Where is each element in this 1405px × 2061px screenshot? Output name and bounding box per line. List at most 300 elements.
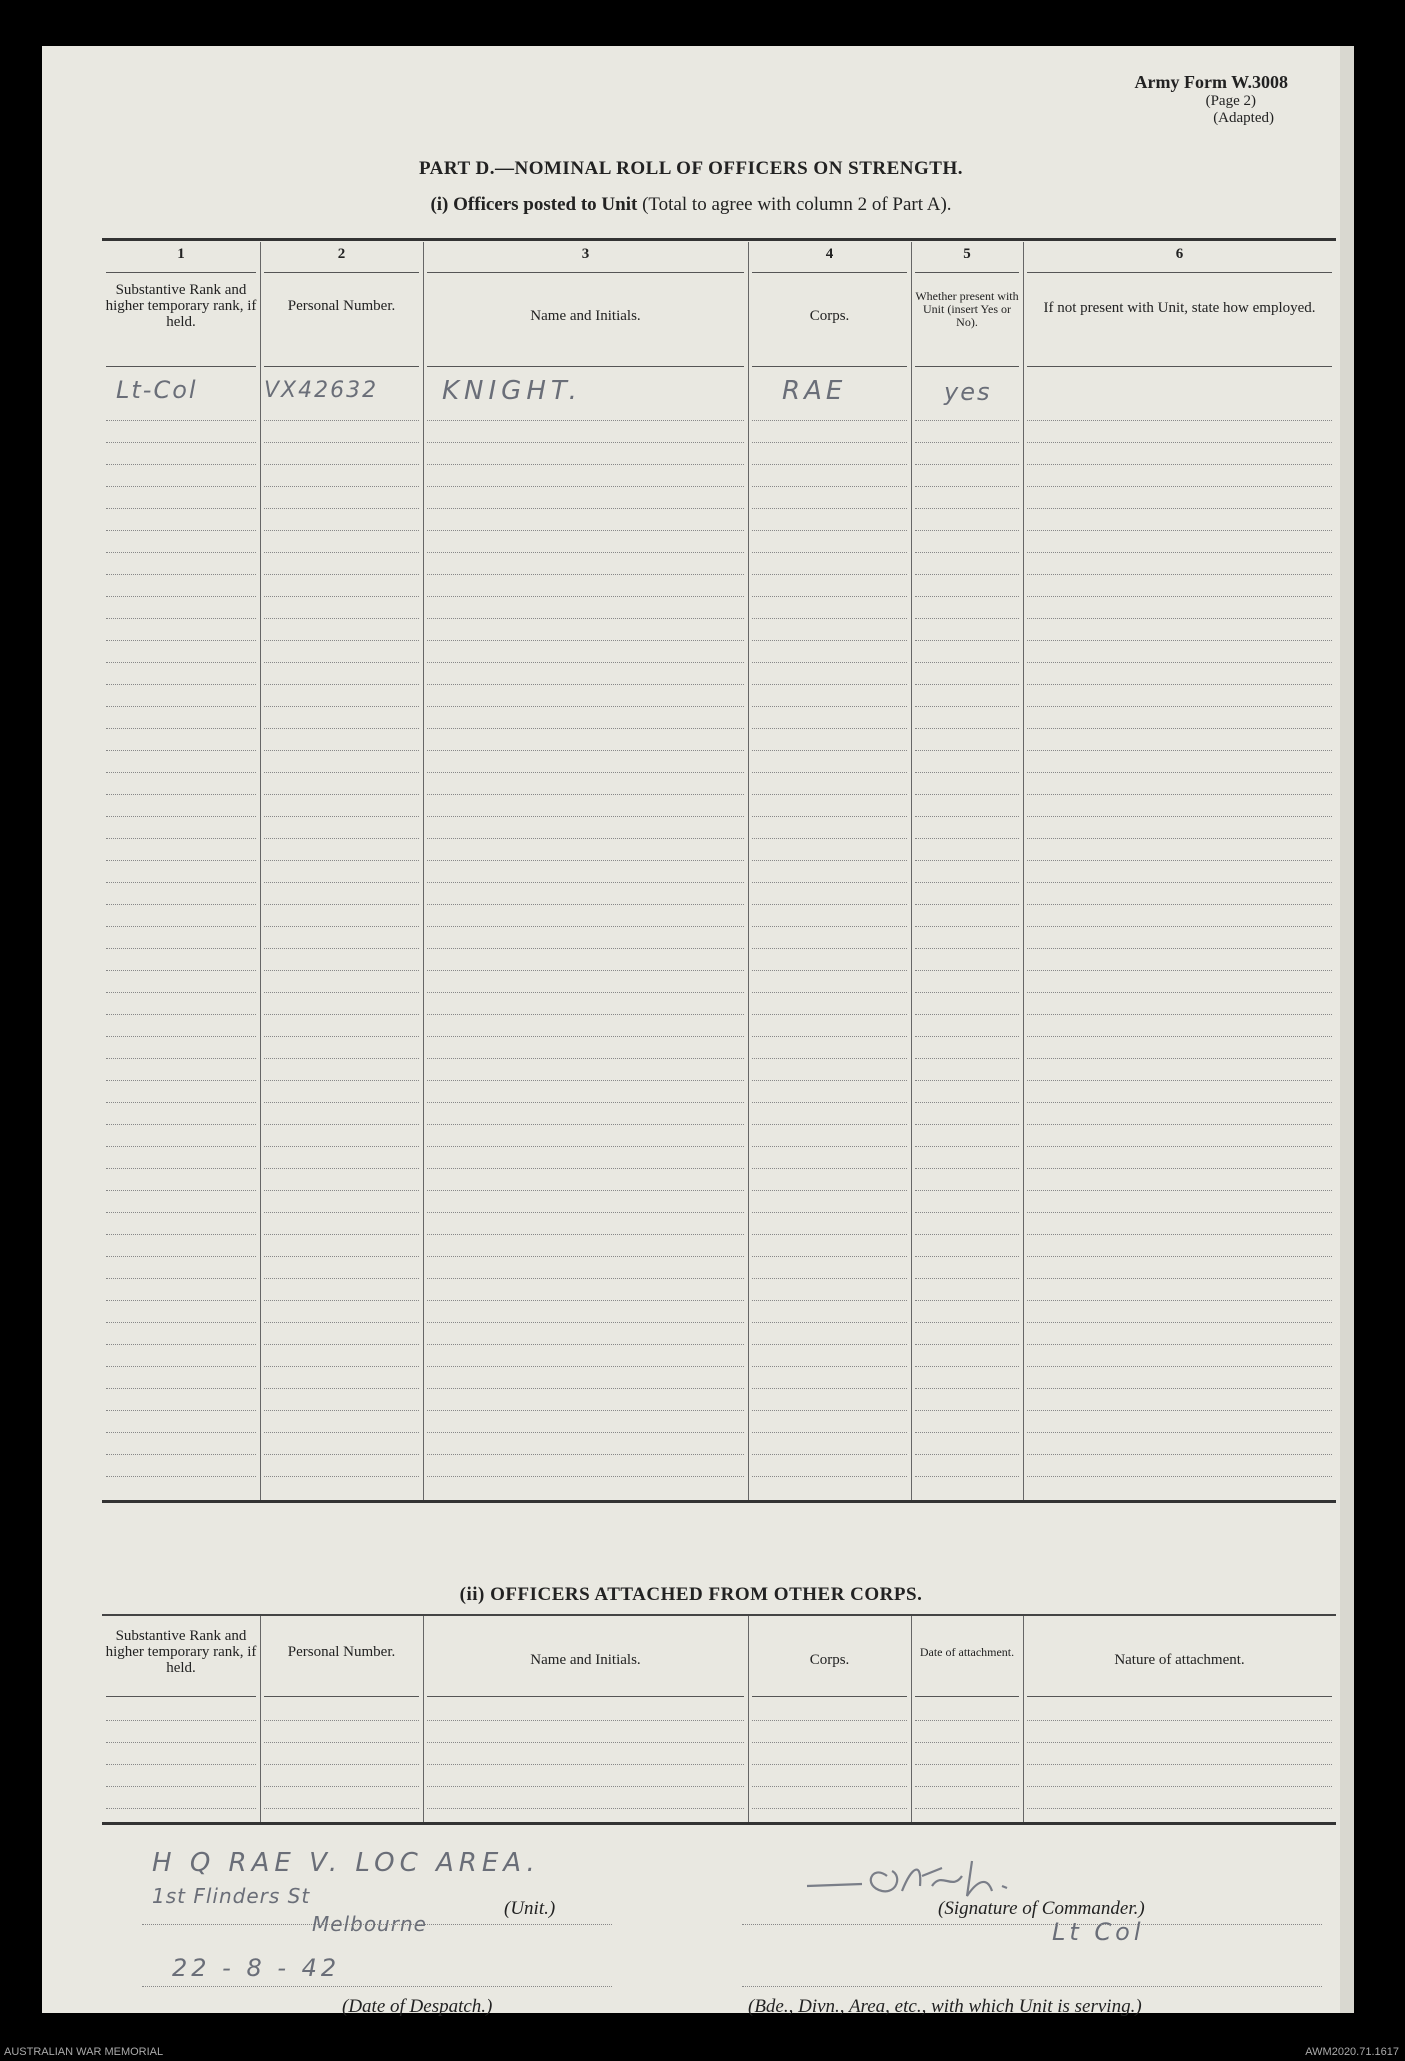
- ruled-line: [752, 464, 907, 465]
- ruled-line: [264, 640, 419, 641]
- ruled-line: [264, 1410, 419, 1411]
- ruled-line: [915, 508, 1019, 509]
- ruled-line: [752, 1300, 907, 1301]
- ruled-line: [106, 442, 256, 443]
- ruled-line: [264, 882, 419, 883]
- ruled-line: [427, 992, 744, 993]
- ruled-line: [915, 926, 1019, 927]
- ruled-line: [106, 816, 256, 817]
- ruled-line: [427, 1080, 744, 1081]
- ruled-line: [106, 1344, 256, 1345]
- s2-header-bottom-rule: [915, 1696, 1019, 1697]
- signature-label: (Signature of Commander.): [938, 1898, 1145, 1919]
- form-page: (Page 2): [1205, 93, 1256, 109]
- col-number-5: 5: [963, 246, 971, 262]
- ruled-line: [1027, 1742, 1332, 1743]
- despatch-date-handwriting: 22 - 8 - 42: [172, 1954, 341, 1982]
- table2-col-divider: [911, 1616, 912, 1824]
- ruled-line: [915, 1388, 1019, 1389]
- ruled-line: [106, 1366, 256, 1367]
- section2-top-rule: [102, 1614, 1336, 1616]
- col-number-6: 6: [1175, 246, 1184, 262]
- ruled-line: [915, 420, 1019, 421]
- ruled-line: [915, 992, 1019, 993]
- ruled-line: [752, 662, 907, 663]
- header-rule: [427, 272, 744, 273]
- ruled-line: [427, 728, 744, 729]
- ruled-line: [264, 442, 419, 443]
- ruled-line: [752, 816, 907, 817]
- ruled-line: [1027, 442, 1332, 443]
- archive-credit: AUSTRALIAN WAR MEMORIAL: [4, 2046, 164, 2058]
- ruled-line: [752, 772, 907, 773]
- ruled-line: [264, 1366, 419, 1367]
- s2-header-bottom-rule: [752, 1696, 907, 1697]
- ruled-line: [106, 1168, 256, 1169]
- ruled-line: [427, 1476, 744, 1477]
- ruled-line: [427, 640, 744, 641]
- ruled-line: [1027, 904, 1332, 905]
- ruled-line: [915, 1278, 1019, 1279]
- ruled-line: [427, 1168, 744, 1169]
- ruled-line: [752, 882, 907, 883]
- ruled-line: [915, 1720, 1019, 1721]
- ruled-line: [915, 1344, 1019, 1345]
- ruled-line: [106, 1278, 256, 1279]
- ruled-line: [915, 1808, 1019, 1809]
- ruled-line: [264, 552, 419, 553]
- ruled-line: [427, 1212, 744, 1213]
- ruled-line: [1027, 508, 1332, 509]
- ruled-line: [427, 486, 744, 487]
- ruled-line: [915, 464, 1019, 465]
- ruled-line: [427, 1808, 744, 1809]
- ruled-line: [106, 926, 256, 927]
- ruled-line: [915, 1014, 1019, 1015]
- s2-header-personal-number: Personal Number.: [287, 1644, 396, 1660]
- ruled-line: [1027, 750, 1332, 751]
- ruled-line: [427, 1764, 744, 1765]
- ruled-line: [264, 1476, 419, 1477]
- ruled-line: [1027, 1036, 1332, 1037]
- ruled-line: [427, 1344, 744, 1345]
- ruled-line: [915, 838, 1019, 839]
- ruled-line: [427, 1124, 744, 1125]
- ruled-line: [752, 508, 907, 509]
- ruled-line: [106, 574, 256, 575]
- ruled-line: [752, 1410, 907, 1411]
- subtitle-bold: (i) Officers posted to Unit: [430, 194, 638, 215]
- ruled-line: [427, 860, 744, 861]
- ruled-line: [264, 772, 419, 773]
- ruled-line: [427, 772, 744, 773]
- ruled-line: [915, 904, 1019, 905]
- ruled-line: [106, 728, 256, 729]
- ruled-line: [1027, 1190, 1332, 1191]
- ruled-line: [264, 1036, 419, 1037]
- ruled-line: [752, 1432, 907, 1433]
- ruled-line: [427, 596, 744, 597]
- ruled-line: [106, 948, 256, 949]
- table1-bottom-rule: [102, 1500, 1336, 1503]
- s2-header-corps: Corps.: [809, 1652, 850, 1668]
- ruled-line: [1027, 662, 1332, 663]
- signature-rank-handwriting: Lt Col: [1052, 1918, 1145, 1946]
- ruled-line: [915, 486, 1019, 487]
- ruled-line: [264, 1058, 419, 1059]
- ruled-line: [106, 1432, 256, 1433]
- despatch-label: (Date of Despatch.): [342, 1996, 493, 2017]
- ruled-line: [106, 794, 256, 795]
- s2-header-bottom-rule: [427, 1696, 744, 1697]
- ruled-line: [264, 1432, 419, 1433]
- ruled-line: [752, 750, 907, 751]
- ruled-line: [1027, 552, 1332, 553]
- archive-reference: AWM2020.71.1617: [1305, 2046, 1399, 2058]
- form-number: Army Form W.3008: [1134, 72, 1288, 92]
- ruled-line: [752, 596, 907, 597]
- ruled-line: [1027, 882, 1332, 883]
- section2-title: (ii) OFFICERS ATTACHED FROM OTHER CORPS.: [459, 1584, 923, 1605]
- ruled-line: [427, 1366, 744, 1367]
- form-sheet: [42, 46, 1340, 2017]
- ruled-line: [106, 420, 256, 421]
- despatch-line: [142, 1986, 612, 1987]
- ruled-line: [264, 1234, 419, 1235]
- ruled-line: [106, 1212, 256, 1213]
- ruled-line: [752, 1454, 907, 1455]
- ruled-line: [264, 1344, 419, 1345]
- ruled-line: [915, 1168, 1019, 1169]
- table2-col-divider: [1023, 1616, 1024, 1824]
- col-number-3: 3: [581, 246, 590, 262]
- ruled-line: [1027, 1432, 1332, 1433]
- ruled-line: [915, 640, 1019, 641]
- ruled-line: [106, 1014, 256, 1015]
- s2-header-bottom-rule: [264, 1696, 419, 1697]
- ruled-line: [427, 816, 744, 817]
- ruled-line: [264, 618, 419, 619]
- ruled-line: [427, 970, 744, 971]
- ruled-line: [752, 1764, 907, 1765]
- ruled-line: [106, 684, 256, 685]
- ruled-line: [1027, 1476, 1332, 1477]
- ruled-line: [264, 1808, 419, 1809]
- ruled-line: [106, 1410, 256, 1411]
- ruled-line: [106, 1300, 256, 1301]
- ruled-line: [264, 574, 419, 575]
- ruled-line: [264, 486, 419, 487]
- unit-handwriting: H Q RAE V. LOC AREA.: [152, 1848, 540, 1878]
- ruled-line: [427, 794, 744, 795]
- ruled-line: [264, 1168, 419, 1169]
- ruled-line: [1027, 1322, 1332, 1323]
- ruled-line: [752, 530, 907, 531]
- ruled-line: [752, 486, 907, 487]
- ruled-line: [752, 1388, 907, 1389]
- ruled-line: [106, 1146, 256, 1147]
- ruled-line: [427, 948, 744, 949]
- ruled-line: [427, 662, 744, 663]
- ruled-line: [106, 750, 256, 751]
- ruled-line: [1027, 1808, 1332, 1809]
- ruled-line: [106, 1322, 256, 1323]
- ruled-line: [915, 750, 1019, 751]
- ruled-line: [915, 552, 1019, 553]
- ruled-line: [106, 1124, 256, 1125]
- ruled-line: [427, 442, 744, 443]
- ruled-line: [264, 662, 419, 663]
- ruled-line: [264, 1764, 419, 1765]
- ruled-line: [752, 1808, 907, 1809]
- ruled-line: [915, 662, 1019, 663]
- ruled-line: [752, 904, 907, 905]
- entry-corps: RAE: [782, 376, 847, 406]
- ruled-line: [915, 882, 1019, 883]
- ruled-line: [752, 442, 907, 443]
- ruled-line: [264, 948, 419, 949]
- ruled-line: [915, 948, 1019, 949]
- ruled-line: [427, 574, 744, 575]
- ruled-line: [1027, 1764, 1332, 1765]
- ruled-line: [427, 1432, 744, 1433]
- ruled-line: [1027, 970, 1332, 971]
- ruled-line: [1027, 1278, 1332, 1279]
- ruled-line: [427, 1036, 744, 1037]
- ruled-line: [752, 552, 907, 553]
- ruled-line: [1027, 1058, 1332, 1059]
- ruled-line: [752, 1476, 907, 1477]
- ruled-line: [106, 1476, 256, 1477]
- ruled-line: [427, 838, 744, 839]
- ruled-line: [752, 618, 907, 619]
- ruled-line: [427, 1410, 744, 1411]
- ruled-line: [106, 1234, 256, 1235]
- ruled-line: [264, 860, 419, 861]
- ruled-line: [1027, 794, 1332, 795]
- ruled-line: [427, 1146, 744, 1147]
- ruled-line: [752, 1212, 907, 1213]
- ruled-line: [264, 464, 419, 465]
- ruled-line: [1027, 1014, 1332, 1015]
- ruled-line: [915, 772, 1019, 773]
- ruled-line: [264, 992, 419, 993]
- ruled-line: [427, 1014, 744, 1015]
- ruled-line: [752, 640, 907, 641]
- ruled-line: [752, 838, 907, 839]
- ruled-line: [106, 772, 256, 773]
- ruled-line: [427, 1058, 744, 1059]
- table1-col-divider: [1023, 242, 1024, 1502]
- ruled-line: [1027, 574, 1332, 575]
- ruled-line: [915, 1036, 1019, 1037]
- ruled-line: [106, 1720, 256, 1721]
- s2-header-name: Name and Initials.: [530, 1652, 641, 1668]
- ruled-line: [915, 794, 1019, 795]
- bde-label: (Bde., Divn., Area, etc., with which Unit is serving.): [748, 1996, 1142, 2017]
- ruled-line: [752, 1014, 907, 1015]
- s2-header-bottom-rule: [1027, 1696, 1332, 1697]
- signature-line: [742, 1924, 1322, 1925]
- ruled-line: [264, 1256, 419, 1257]
- header-rule: [264, 272, 419, 273]
- unit-label: (Unit.): [504, 1898, 556, 1919]
- ruled-line: [427, 552, 744, 553]
- ruled-line: [752, 926, 907, 927]
- ruled-line: [106, 904, 256, 905]
- ruled-line: [264, 596, 419, 597]
- header-present: Whether present with Unit (insert Yes or No).: [915, 289, 1019, 329]
- ruled-line: [264, 1190, 419, 1191]
- table1-col-divider: [748, 242, 749, 1502]
- table2-col-divider: [748, 1616, 749, 1824]
- ruled-line: [915, 684, 1019, 685]
- ruled-line: [264, 1278, 419, 1279]
- ruled-line: [106, 464, 256, 465]
- ruled-line: [752, 1278, 907, 1279]
- ruled-line: [915, 1742, 1019, 1743]
- ruled-line: [915, 1234, 1019, 1235]
- header-rule: [106, 272, 256, 273]
- s2-header-bottom-rule: [106, 1696, 256, 1697]
- ruled-line: [106, 1808, 256, 1809]
- ruled-line: [1027, 420, 1332, 421]
- ruled-line: [752, 992, 907, 993]
- ruled-line: [427, 530, 744, 531]
- ruled-line: [427, 750, 744, 751]
- header-personal-number: Personal Number.: [287, 298, 396, 314]
- entry-number: VX42632: [264, 378, 379, 403]
- ruled-line: [106, 486, 256, 487]
- ruled-line: [1027, 926, 1332, 927]
- ruled-line: [264, 1146, 419, 1147]
- ruled-line: [1027, 992, 1332, 993]
- ruled-line: [427, 1190, 744, 1191]
- ruled-line: [915, 1190, 1019, 1191]
- ruled-line: [1027, 816, 1332, 817]
- ruled-line: [752, 1102, 907, 1103]
- ruled-line: [915, 970, 1019, 971]
- ruled-line: [1027, 618, 1332, 619]
- ruled-line: [264, 970, 419, 971]
- ruled-line: [427, 1454, 744, 1455]
- entry-name: KNIGHT.: [442, 376, 582, 406]
- ruled-line: [264, 1014, 419, 1015]
- ruled-line: [106, 1742, 256, 1743]
- ruled-line: [106, 618, 256, 619]
- ruled-line: [264, 926, 419, 927]
- part-d-subtitle: [42, 194, 1340, 216]
- ruled-line: [752, 706, 907, 707]
- ruled-line: [427, 684, 744, 685]
- ruled-line: [752, 1124, 907, 1125]
- ruled-line: [427, 420, 744, 421]
- ruled-line: [264, 508, 419, 509]
- ruled-line: [915, 1432, 1019, 1433]
- ruled-line: [264, 838, 419, 839]
- ruled-line: [264, 706, 419, 707]
- ruled-line: [752, 728, 907, 729]
- ruled-line: [427, 1388, 744, 1389]
- ruled-line: [1027, 706, 1332, 707]
- ruled-line: [106, 706, 256, 707]
- bde-line: [742, 1986, 1322, 1987]
- ruled-line: [427, 618, 744, 619]
- ruled-line: [752, 1168, 907, 1169]
- ruled-line: [752, 1146, 907, 1147]
- ruled-line: [264, 684, 419, 685]
- ruled-line: [915, 1102, 1019, 1103]
- ruled-line: [915, 1080, 1019, 1081]
- table2-col-divider: [423, 1616, 424, 1824]
- ruled-line: [264, 420, 419, 421]
- ruled-line: [752, 684, 907, 685]
- ruled-line: [427, 508, 744, 509]
- ruled-line: [915, 574, 1019, 575]
- entry-present: yes: [944, 378, 992, 406]
- ruled-line: [264, 1212, 419, 1213]
- ruled-line: [752, 948, 907, 949]
- ruled-line: [752, 1786, 907, 1787]
- ruled-line: [427, 1786, 744, 1787]
- ruled-line: [752, 1742, 907, 1743]
- ruled-line: [106, 1786, 256, 1787]
- ruled-line: [915, 1124, 1019, 1125]
- ruled-line: [106, 662, 256, 663]
- col-number-4: 4: [825, 246, 834, 262]
- ruled-line: [1027, 1234, 1332, 1235]
- ruled-line: [915, 860, 1019, 861]
- ruled-line: [915, 1786, 1019, 1787]
- ruled-line: [106, 838, 256, 839]
- ruled-line: [915, 1300, 1019, 1301]
- header-rule: [915, 272, 1019, 273]
- ruled-line: [915, 618, 1019, 619]
- ruled-line: [1027, 486, 1332, 487]
- ruled-line: [1027, 1168, 1332, 1169]
- ruled-line: [264, 1102, 419, 1103]
- ruled-line: [427, 1720, 744, 1721]
- ruled-line: [106, 1388, 256, 1389]
- header-employed: If not present with Unit, state how employed.: [1043, 300, 1316, 316]
- ruled-line: [1027, 1212, 1332, 1213]
- ruled-line: [106, 1102, 256, 1103]
- ruled-line: [427, 1102, 744, 1103]
- ruled-line: [264, 728, 419, 729]
- ruled-line: [915, 1476, 1019, 1477]
- unit-line: [142, 1924, 612, 1925]
- ruled-line: [1027, 728, 1332, 729]
- form-reference: [1068, 72, 1288, 127]
- ruled-line: [1027, 1454, 1332, 1455]
- ruled-line: [106, 1036, 256, 1037]
- ruled-line: [1027, 464, 1332, 465]
- header-rule: [752, 272, 907, 273]
- ruled-line: [752, 1720, 907, 1721]
- header-name: Name and Initials.: [530, 308, 641, 324]
- ruled-line: [915, 596, 1019, 597]
- s2-header-nature: Nature of attachment.: [1114, 1652, 1245, 1668]
- ruled-line: [915, 1058, 1019, 1059]
- ruled-line: [106, 530, 256, 531]
- ruled-line: [106, 596, 256, 597]
- ruled-line: [427, 1256, 744, 1257]
- ruled-line: [427, 1278, 744, 1279]
- ruled-line: [1027, 1102, 1332, 1103]
- ruled-line: [752, 1256, 907, 1257]
- ruled-line: [264, 1300, 419, 1301]
- ruled-line: [752, 1080, 907, 1081]
